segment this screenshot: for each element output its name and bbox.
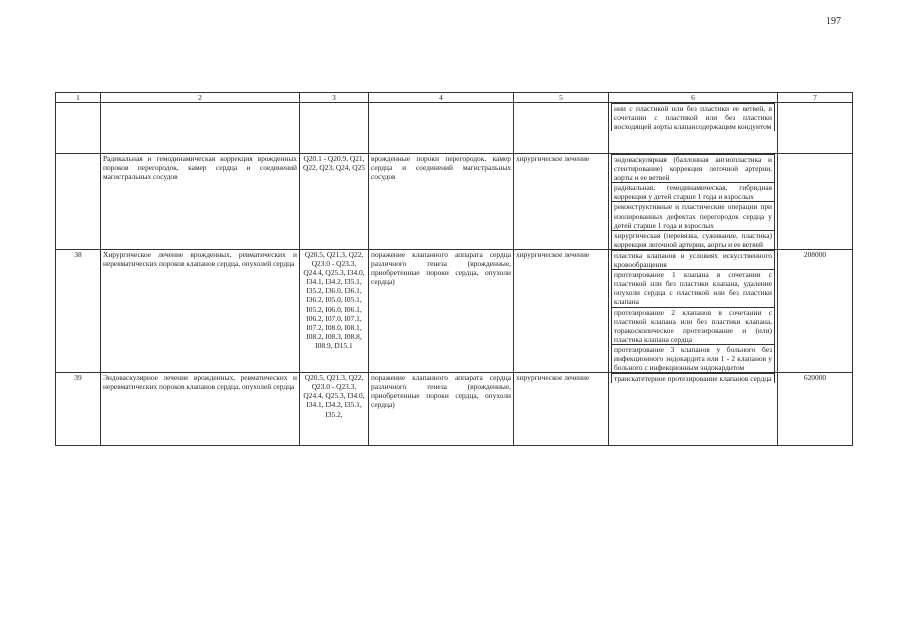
treatment-name: Эндоваскулярное лечение врожденных, ревматических и неревматических пороков клапанов сердца, опухолей сердца xyxy=(101,373,300,446)
page-number: 197 xyxy=(826,16,841,27)
method-item: реконструктивные и пластические операции при изолированных дефектах перегородок сердца у детей старше 1 года и взрослых xyxy=(612,202,775,230)
patient-model: поражение клапанного аппарата сердца различного генеза (врожденные, приобретенные пороки сердца, опухоли сердца) xyxy=(369,249,514,372)
header-cell: 4 xyxy=(369,93,514,103)
header-cell: 7 xyxy=(778,93,853,103)
treatment-name: Хирургическое лечение врожденных, ревматических и неревматических пороков клапанов сердца, опухолей сердца xyxy=(101,249,300,372)
header-row xyxy=(56,93,853,103)
icd-codes: Q20.5, Q21.3, Q22, Q23.0 - Q23.3, Q24.4, Q25.3, I34.0, I34.1, I34.2, I35.1, I35.2, I36.0, I36.1, I36.2, I05.0, I05.1, I05.2, I06.0, I06.1, I06.2, I07.0, I07.1, I07.2, I08.0, I08.1, I08.2, I08.3, I08.8, I08.9, D15.1 xyxy=(300,249,369,372)
method-item: протезирование 1 клапана в сочетании с пластикой или без пластики клапана, удаление опухоли сердца с пластикой или без пластики клапана xyxy=(612,270,775,307)
header-cell: 5 xyxy=(514,93,609,103)
treatment-methods xyxy=(609,103,778,154)
price: 620000 xyxy=(778,373,853,446)
treatment-type: хирургическое лечение xyxy=(514,373,609,446)
icd-codes: Q20.1 - Q20.9, Q21, Q22, Q23, Q24, Q25 xyxy=(300,154,369,250)
table-row xyxy=(56,249,853,372)
header-cell: 1 xyxy=(56,93,101,103)
row-number xyxy=(56,154,101,250)
header-cell: 2 xyxy=(101,93,300,103)
treatment-type xyxy=(514,103,609,154)
method-item: эндоваскулярная (баллонная ангиопластика и стентирование) коррекция легочной артерии, аорты и ее ветвей xyxy=(612,155,775,183)
price xyxy=(778,103,853,154)
price xyxy=(778,154,853,250)
treatment-methods xyxy=(609,373,778,446)
patient-model xyxy=(369,103,514,154)
table-row xyxy=(56,103,853,154)
method-item: пластика клапанов в условиях искусственного кровообращения xyxy=(612,250,775,269)
treatment-type: хирургическое лечение xyxy=(514,249,609,372)
method-item: хирургическая (перевязка, суживание, пластика) коррекция легочной артерии, аорты и ее ветвей xyxy=(612,230,775,249)
treatment-methods xyxy=(609,249,778,372)
row-number: 39 xyxy=(56,373,101,446)
patient-model: врожденные пороки перегородок, камер сердца и соединений магистральных сосудов xyxy=(369,154,514,250)
table-row xyxy=(56,373,853,446)
treatment-name xyxy=(101,103,300,154)
medical-care-table xyxy=(55,92,853,446)
header-cell: 3 xyxy=(300,93,369,103)
method-item: протезирование 2 клапанов в сочетании с пластикой клапана или без пластики клапана, торакоскопическое протезирование и (или) пластика клапана сердца xyxy=(612,307,775,344)
method-item: нии с пластикой или без пластики ее ветвей, в сочетании с пластикой или без пластики восходящей аорты клапансодержащим кондуитом xyxy=(612,104,775,132)
patient-model: поражение клапанного аппарата сердца различного генеза (врожденные, приобретенные пороки сердца, опухоли сердца) xyxy=(369,373,514,446)
treatment-methods xyxy=(609,154,778,250)
treatment-name: Радикальная и гемодинамическая коррекция врожденных пороков перегородок, камер сердца и соединений магистральных сосудов xyxy=(101,154,300,250)
header-cell: 6 xyxy=(609,93,778,103)
icd-codes: Q20.5, Q21.3, Q22, Q23.0 - Q23.3, Q24.4, Q25.3, I34.0, I34.1, I34.2, I35.1, I35.2, xyxy=(300,373,369,446)
icd-codes xyxy=(300,103,369,154)
price: 208000 xyxy=(778,249,853,372)
treatment-type: хирургическое лечение xyxy=(514,154,609,250)
table-row xyxy=(56,154,853,250)
method-item: транскатетерное протезирование клапанов сердца xyxy=(612,374,775,384)
method-item: протезирование 3 клапанов у больного без инфекционного эндокардита или 1 - 2 клапанов у больного с инфекционным эндокардитом xyxy=(612,344,775,372)
method-item: радикальная, гемодинамическая, гибридная коррекция у детей старше 1 года и взрослых xyxy=(612,183,775,202)
row-number xyxy=(56,103,101,154)
row-number: 38 xyxy=(56,249,101,372)
